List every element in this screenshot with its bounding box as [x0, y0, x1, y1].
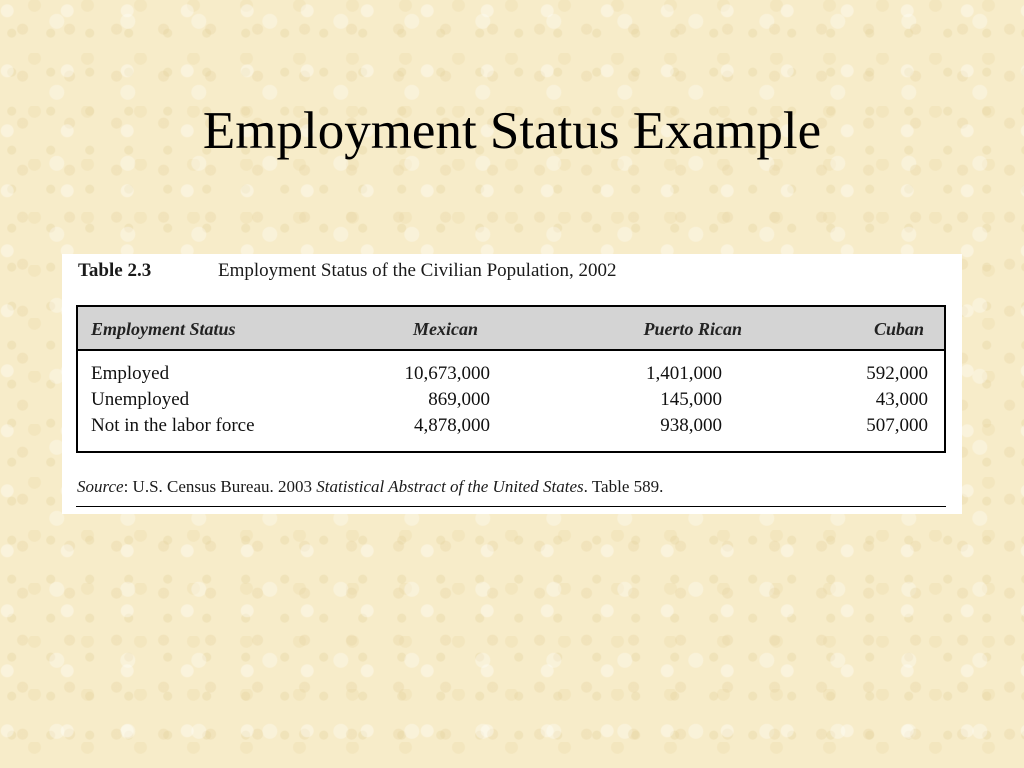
table-row-employed-cuban: 592,000 — [866, 363, 928, 384]
table-row-not-in-labor-force-cuban: 507,000 — [866, 415, 928, 436]
table-row-employed-puerto-rican: 1,401,000 — [646, 363, 722, 384]
source-divider — [76, 506, 946, 507]
table-row-unemployed-label: Unemployed — [91, 389, 190, 410]
table-row-employed-label: Employed — [91, 363, 170, 384]
table-header-row — [78, 307, 944, 351]
header-mexican: Mexican — [413, 319, 478, 339]
table-row-not-in-labor-force-puerto-rican: 938,000 — [660, 415, 722, 436]
source-text-after: . Table 589. — [583, 477, 664, 496]
source-publication-title: Statistical Abstract of the United States — [316, 477, 584, 496]
source-text-before: : U.S. Census Bureau. 2003 — [123, 477, 317, 496]
table-caption — [78, 260, 616, 282]
slide-title: Employment Status Example — [202, 102, 822, 160]
table-figure — [62, 254, 962, 514]
table-row-not-in-labor-force-mexican: 4,878,000 — [414, 415, 490, 436]
table-source-note — [77, 477, 663, 497]
table-caption-text: Employment Status of the Civilian Population, 2002 — [218, 260, 617, 281]
table-row-unemployed-cuban: 43,000 — [875, 389, 928, 410]
data-table — [76, 305, 946, 453]
header-puerto-rican: Puerto Rican — [643, 319, 742, 339]
table-row-not-in-labor-force-label: Not in the labor force — [91, 415, 255, 436]
table-row-unemployed-puerto-rican: 145,000 — [660, 389, 722, 410]
header-employment-status: Employment Status — [91, 319, 236, 339]
table-row-unemployed-mexican: 869,000 — [428, 389, 490, 410]
header-cuban: Cuban — [873, 319, 924, 339]
table-row-employed-mexican: 10,673,000 — [404, 363, 490, 384]
source-label: Source — [77, 477, 124, 496]
table-number: Table 2.3 — [78, 260, 152, 281]
